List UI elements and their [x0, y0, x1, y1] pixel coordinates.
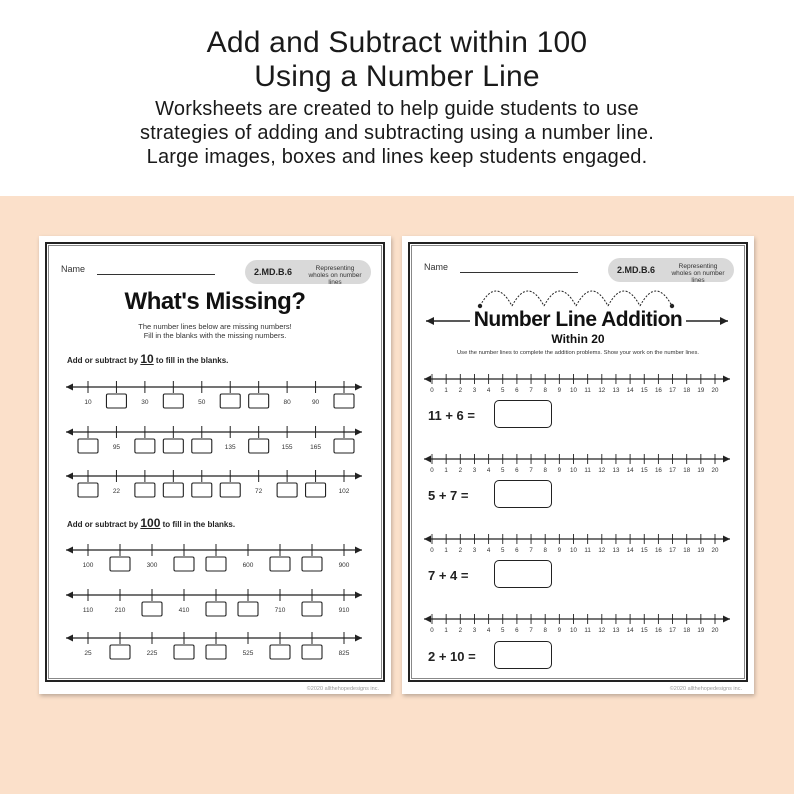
blank-box — [135, 439, 155, 453]
addition-number-lines — [402, 236, 754, 694]
section2-heading: Add or subtract by 100 to fill in the blanks. — [67, 516, 236, 530]
tick-label: 0 — [430, 387, 434, 394]
tick-label: 12 — [598, 547, 606, 554]
blank-box — [302, 602, 322, 616]
banner-desc-line2: strategies of adding and subtracting using a number line. — [140, 122, 654, 144]
arrow-left-icon — [426, 317, 434, 325]
jump-arc — [576, 291, 608, 306]
tick-label: 17 — [669, 627, 676, 634]
tick-label: 9 — [557, 387, 562, 394]
tick-label: 18 — [683, 547, 691, 554]
tick-label: 17 — [669, 467, 676, 474]
tick-label: 4 — [486, 627, 491, 634]
tick-label: 18 — [683, 627, 691, 634]
tick-label: 8 — [543, 467, 547, 474]
answer-box-1[interactable] — [494, 400, 552, 428]
tick-label: 16 — [654, 547, 662, 554]
banner-title-line1: Add and Subtract within 100 — [206, 26, 588, 59]
tick-label: 17 — [669, 547, 676, 554]
arrow-right-icon — [355, 384, 362, 391]
tick-label: 155 — [281, 444, 293, 451]
banner-desc-line1: Worksheets are created to help guide students to use — [155, 98, 639, 120]
blank-box — [270, 557, 290, 571]
tick-label: 6 — [515, 387, 519, 394]
banner — [0, 0, 794, 196]
tick-label: 13 — [612, 627, 620, 634]
tick-label: 10 — [570, 467, 577, 474]
name-label: Name — [424, 262, 449, 272]
tick-label: 13 — [612, 547, 620, 554]
tick-label: 7 — [529, 627, 533, 634]
tick-label: 16 — [654, 627, 662, 634]
tick-label: 50 — [198, 399, 206, 406]
tick-label: 0 — [430, 627, 434, 634]
arrow-left-icon — [424, 456, 431, 463]
arrow-right-icon — [723, 376, 730, 383]
tick-label: 102 — [338, 488, 350, 495]
tick-label: 7 — [529, 467, 533, 474]
tick-label: 100 — [82, 562, 94, 569]
blank-box — [206, 645, 226, 659]
tick-label: 95 — [112, 444, 121, 451]
tick-label: 15 — [640, 387, 648, 394]
tick-label: 80 — [283, 399, 291, 406]
tick-label: 825 — [338, 650, 350, 657]
arrow-left-icon — [66, 592, 73, 599]
missing-number-lines — [39, 236, 391, 694]
worksheet-number-line-addition — [402, 236, 754, 694]
problem-3: 7 + 4 = — [428, 568, 469, 583]
blank-box — [249, 394, 269, 408]
blank-box — [220, 483, 240, 497]
arrow-left-icon — [66, 635, 73, 642]
tick-label: 10 — [570, 547, 577, 554]
blank-box — [163, 439, 183, 453]
arrow-left-icon — [66, 384, 73, 391]
tick-label: 6 — [515, 547, 519, 554]
answer-box-2[interactable] — [494, 480, 552, 508]
standard-code: 2.MD.B.6 — [254, 267, 293, 277]
standard-code: 2.MD.B.6 — [617, 265, 656, 275]
jump-arc — [608, 291, 640, 306]
blank-box — [163, 483, 183, 497]
tick-label: 19 — [697, 467, 705, 474]
blank-box — [78, 483, 98, 497]
tick-label: 16 — [654, 387, 662, 394]
tick-label: 12 — [598, 467, 606, 474]
tick-label: 12 — [598, 387, 606, 394]
blank-box — [192, 483, 212, 497]
tick-label: 22 — [112, 488, 121, 495]
blank-box — [334, 439, 354, 453]
blank-box — [277, 483, 297, 497]
tick-label: 11 — [584, 467, 591, 474]
blank-box — [174, 557, 194, 571]
blank-box — [174, 645, 194, 659]
intro-line2: Fill in the blanks with the missing numbers. — [143, 331, 287, 340]
tick-label: 110 — [82, 607, 94, 614]
arrow-right-icon — [355, 635, 362, 642]
tick-label: 1 — [444, 387, 448, 394]
tick-label: 10 — [570, 387, 577, 394]
tick-label: 20 — [711, 547, 719, 554]
arrow-left-icon — [424, 536, 431, 543]
blank-box — [110, 645, 130, 659]
blank-box — [334, 394, 354, 408]
tick-label: 225 — [146, 650, 158, 657]
tick-label: 90 — [311, 399, 320, 406]
blank-box — [206, 557, 226, 571]
tick-label: 9 — [557, 467, 562, 474]
tick-label: 3 — [472, 627, 477, 634]
tick-label: 19 — [697, 547, 705, 554]
tick-label: 19 — [697, 627, 705, 634]
tick-label: 910 — [338, 607, 350, 614]
tick-label: 2 — [458, 387, 463, 394]
arc-start-dot — [478, 304, 482, 308]
tick-label: 14 — [626, 547, 634, 554]
tick-label: 8 — [543, 627, 547, 634]
arrow-left-icon — [424, 376, 431, 383]
worksheet-title: What's Missing? — [124, 288, 306, 315]
arrow-left-icon — [66, 547, 73, 554]
worksheet-subtitle: Within 20 — [551, 332, 605, 346]
standard-desc: Representing wholes on number lines — [671, 263, 725, 284]
arrow-right-icon — [355, 429, 362, 436]
intro-line1: The number lines below are missing numbers! — [138, 322, 292, 331]
arrow-left-icon — [424, 616, 431, 623]
tick-label: 19 — [697, 387, 705, 394]
tick-label: 11 — [584, 547, 591, 554]
tick-label: 10 — [570, 627, 577, 634]
tick-label: 710 — [274, 607, 286, 614]
tick-label: 210 — [114, 607, 126, 614]
tick-label: 13 — [612, 467, 620, 474]
arrow-right-icon — [355, 547, 362, 554]
problem-1: 11 + 6 = — [428, 408, 475, 423]
worksheet-title: Number Line Addition — [473, 308, 683, 331]
tick-label: 1 — [444, 467, 448, 474]
tick-label: 11 — [584, 387, 591, 394]
tick-label: 2 — [458, 627, 463, 634]
blank-box — [220, 394, 240, 408]
arrow-right-icon — [720, 317, 728, 325]
arc-end-dot — [670, 304, 674, 308]
tick-label: 20 — [711, 387, 719, 394]
arrow-left-icon — [66, 429, 73, 436]
arrow-right-icon — [355, 473, 362, 480]
blank-box — [302, 557, 322, 571]
arrow-right-icon — [723, 536, 730, 543]
jump-arc — [640, 291, 672, 306]
tick-label: 7 — [529, 387, 533, 394]
banner-title-line2: Using a Number Line — [254, 60, 540, 93]
tick-label: 5 — [501, 547, 505, 554]
arrow-left-icon — [66, 473, 73, 480]
tick-label: 4 — [486, 467, 491, 474]
tick-label: 0 — [430, 467, 434, 474]
copyright: ©2020 allthehopedesigns inc. — [306, 686, 379, 692]
tick-label: 25 — [84, 650, 92, 657]
blank-box — [142, 602, 162, 616]
tick-label: 6 — [515, 627, 519, 634]
tick-label: 18 — [683, 467, 691, 474]
instructions: Use the number lines to complete the addition problems. Show your work on the number lines. — [457, 350, 699, 356]
tick-label: 72 — [255, 488, 263, 495]
tick-label: 525 — [242, 650, 254, 657]
tick-label: 9 — [557, 547, 562, 554]
tick-label: 15 — [640, 627, 648, 634]
name-label: Name — [61, 264, 86, 274]
tick-label: 2 — [458, 467, 463, 474]
blank-box — [206, 602, 226, 616]
tick-label: 14 — [626, 387, 634, 394]
worksheet-whats-missing — [39, 236, 391, 694]
problem-4: 2 + 10 = — [428, 649, 476, 664]
banner-desc-line3: Large images, boxes and lines keep students engaged. — [146, 146, 648, 168]
section1-heading: Add or subtract by 10 to fill in the blanks. — [67, 352, 229, 366]
blank-box — [78, 439, 98, 453]
jump-arc — [480, 291, 512, 306]
tick-label: 8 — [543, 547, 547, 554]
tick-label: 410 — [178, 607, 190, 614]
tick-label: 135 — [224, 444, 236, 451]
tick-label: 16 — [654, 467, 662, 474]
tick-label: 10 — [84, 399, 92, 406]
tick-label: 165 — [310, 444, 321, 451]
tick-label: 20 — [711, 467, 719, 474]
tick-label: 3 — [472, 387, 477, 394]
blank-box — [302, 645, 322, 659]
tick-label: 5 — [501, 467, 505, 474]
tick-label: 11 — [584, 627, 591, 634]
tick-label: 14 — [626, 627, 634, 634]
arrow-right-icon — [355, 592, 362, 599]
blank-box — [249, 439, 269, 453]
copyright: ©2020 allthehopedesigns inc. — [669, 686, 742, 692]
tick-label: 0 — [430, 547, 434, 554]
tick-label: 12 — [598, 627, 606, 634]
tick-label: 600 — [242, 562, 254, 569]
tick-label: 15 — [640, 467, 648, 474]
tick-label: 3 — [472, 547, 477, 554]
tick-label: 17 — [669, 387, 676, 394]
blank-box — [110, 557, 130, 571]
tick-label: 1 — [444, 627, 448, 634]
tick-label: 300 — [146, 562, 158, 569]
blank-box — [135, 483, 155, 497]
jump-arc — [512, 291, 544, 306]
problem-2: 5 + 7 = — [428, 488, 469, 503]
tick-label: 6 — [515, 467, 519, 474]
answer-box-4[interactable] — [494, 641, 552, 669]
tick-label: 1 — [444, 547, 448, 554]
answer-box-3[interactable] — [494, 560, 552, 588]
blank-box — [106, 394, 126, 408]
tick-label: 4 — [486, 387, 491, 394]
blank-box — [306, 483, 326, 497]
blank-box — [238, 602, 258, 616]
tick-label: 5 — [501, 387, 505, 394]
tick-label: 15 — [640, 547, 648, 554]
blank-box — [270, 645, 290, 659]
tick-label: 900 — [338, 562, 350, 569]
tick-label: 5 — [501, 627, 505, 634]
tick-label: 2 — [458, 547, 463, 554]
tick-label: 8 — [543, 387, 547, 394]
blank-box — [192, 439, 212, 453]
tick-label: 20 — [711, 627, 719, 634]
blank-box — [163, 394, 183, 408]
tick-label: 18 — [683, 387, 691, 394]
tick-label: 13 — [612, 387, 620, 394]
tick-label: 7 — [529, 547, 533, 554]
tick-label: 9 — [557, 627, 562, 634]
tick-label: 30 — [141, 399, 149, 406]
arrow-right-icon — [723, 456, 730, 463]
jump-arc — [544, 291, 576, 306]
standard-desc: Representing wholes on number lines — [308, 265, 362, 286]
tick-label: 3 — [472, 467, 477, 474]
arrow-right-icon — [723, 616, 730, 623]
tick-label: 14 — [626, 467, 634, 474]
tick-label: 4 — [486, 547, 491, 554]
